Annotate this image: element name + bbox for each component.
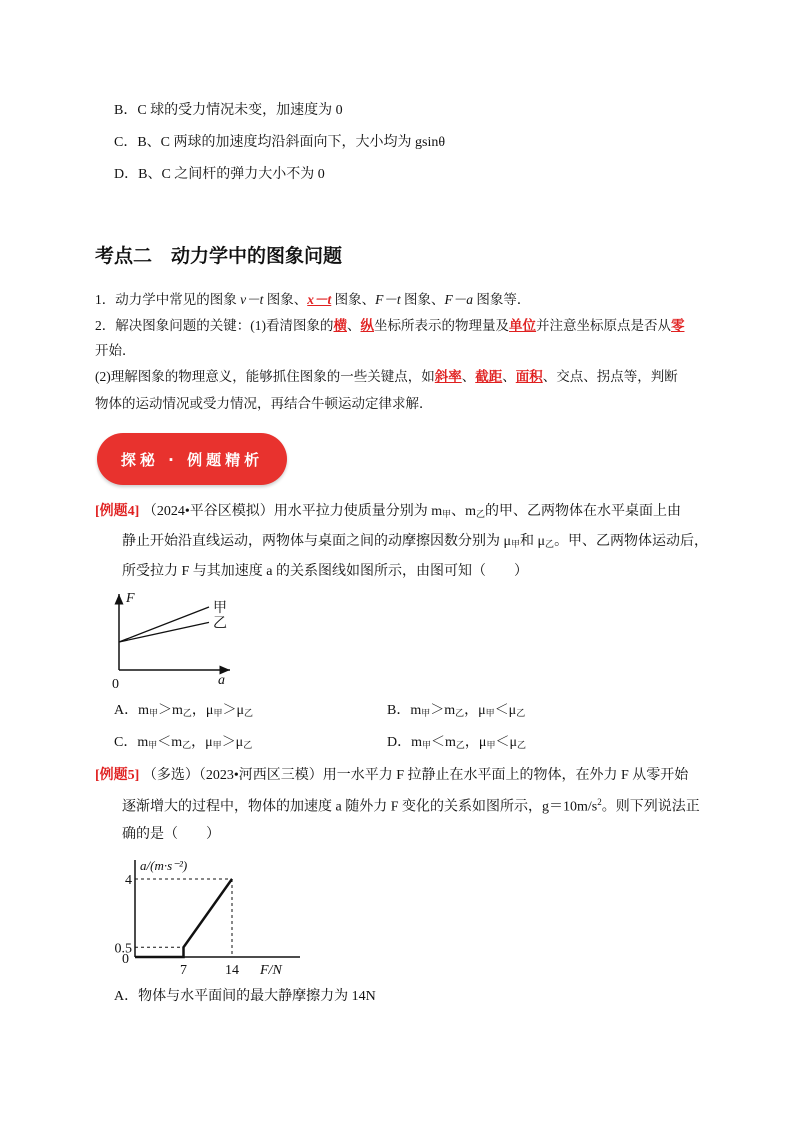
point-3: (2)理解图象的物理意义，能够抓住图象的一些关键点，如斜率、截距、面积、交点、拐点等，判断 物体的运动情况或受力情况，再结合牛顿运动定律求解．	[95, 369, 678, 411]
ex4-option-a: A．$m_甲>m_乙$，$\mu_甲>\mu_乙$	[114, 703, 253, 718]
option-d: D．B、C 之间杆的弹力大小不为 0	[114, 167, 325, 182]
option-c: C．B、C 两球的加速度均沿斜面向下，大小均为 gsinθ	[114, 135, 446, 150]
example-5-label: [例题5]	[95, 768, 140, 783]
series-line	[135, 879, 232, 957]
x-tick-label: 14	[225, 963, 239, 978]
key-points	[95, 287, 705, 417]
x-tick-label: 7	[180, 963, 187, 978]
example-5-question: [例题5] （多选）（2023•河西区三模）用一水平力 F 拉静止在水平面上的物体，在外力 F 从零开始 逐渐增大的过程中，物体的加速度 a 随外力 F 变化的关系如图所示，$g=10m/s^2$。则下列说法正 确的是（ ）	[95, 768, 700, 842]
example-4-label: [例题4]	[95, 504, 140, 519]
ex4-option-c: C．$m_甲<m_乙$，$\mu_甲>\mu_乙$	[114, 735, 253, 750]
option-b: B．C 球的受力情况未变，加速度为 0	[114, 103, 343, 118]
point-2: 2．解决图象问题的关键：(1)看清图象的横、纵坐标所表示的物理量及单位并注意坐标原点是否从零 开始．	[95, 318, 685, 358]
origin-label: 0	[112, 677, 119, 690]
x-axis-label: F/N	[260, 963, 282, 978]
y-axis-label: F	[126, 591, 135, 606]
example-4-question: [例题4] （2024•平谷区模拟）用水平拉力使质量分别为 $m_甲$、$m_乙$的甲、乙两物体在水平桌面上由 静止开始沿直线运动，两物体与桌面之间的动摩擦因数分别为 $\mu_甲$和 $\mu_乙$。甲、乙两物体运动后， 所受拉力 F 与其加速度 a 的关系图线如图所示，由图可知（ ）	[95, 504, 709, 579]
ex4-option-b: B．$m_甲>m_乙$，$\mu_甲<\mu_乙$	[387, 703, 526, 718]
section-title: 考点二 动力学中的图象问题	[95, 245, 343, 267]
series-yi-line	[119, 622, 209, 642]
point-1: 1．动力学中常见的图象 v－t 图象、x－t 图象、F－t 图象、F－a 图象等．	[95, 292, 531, 307]
ex4-option-d: D．$m_甲<m_乙$，$\mu_甲<\mu_乙$	[387, 735, 526, 750]
y-axis-label: a/(m·s⁻²)	[140, 858, 188, 873]
series-jia-line	[119, 607, 209, 642]
ex5-option-a: A．物体与水平面间的最大静摩擦力为 14N	[114, 989, 376, 1004]
series-jia-label: 甲	[213, 600, 227, 616]
y-tick-label: 0.5	[114, 941, 132, 957]
x-axis-label: a	[218, 673, 225, 688]
a-f-graph	[108, 850, 308, 980]
f-a-graph	[108, 588, 238, 690]
y-tick-label: 4	[125, 873, 132, 888]
series-yi-label: 乙	[213, 615, 227, 632]
origin-label: 0	[122, 952, 129, 967]
example-section-badge: 探秘 · 例题精析	[97, 433, 287, 485]
